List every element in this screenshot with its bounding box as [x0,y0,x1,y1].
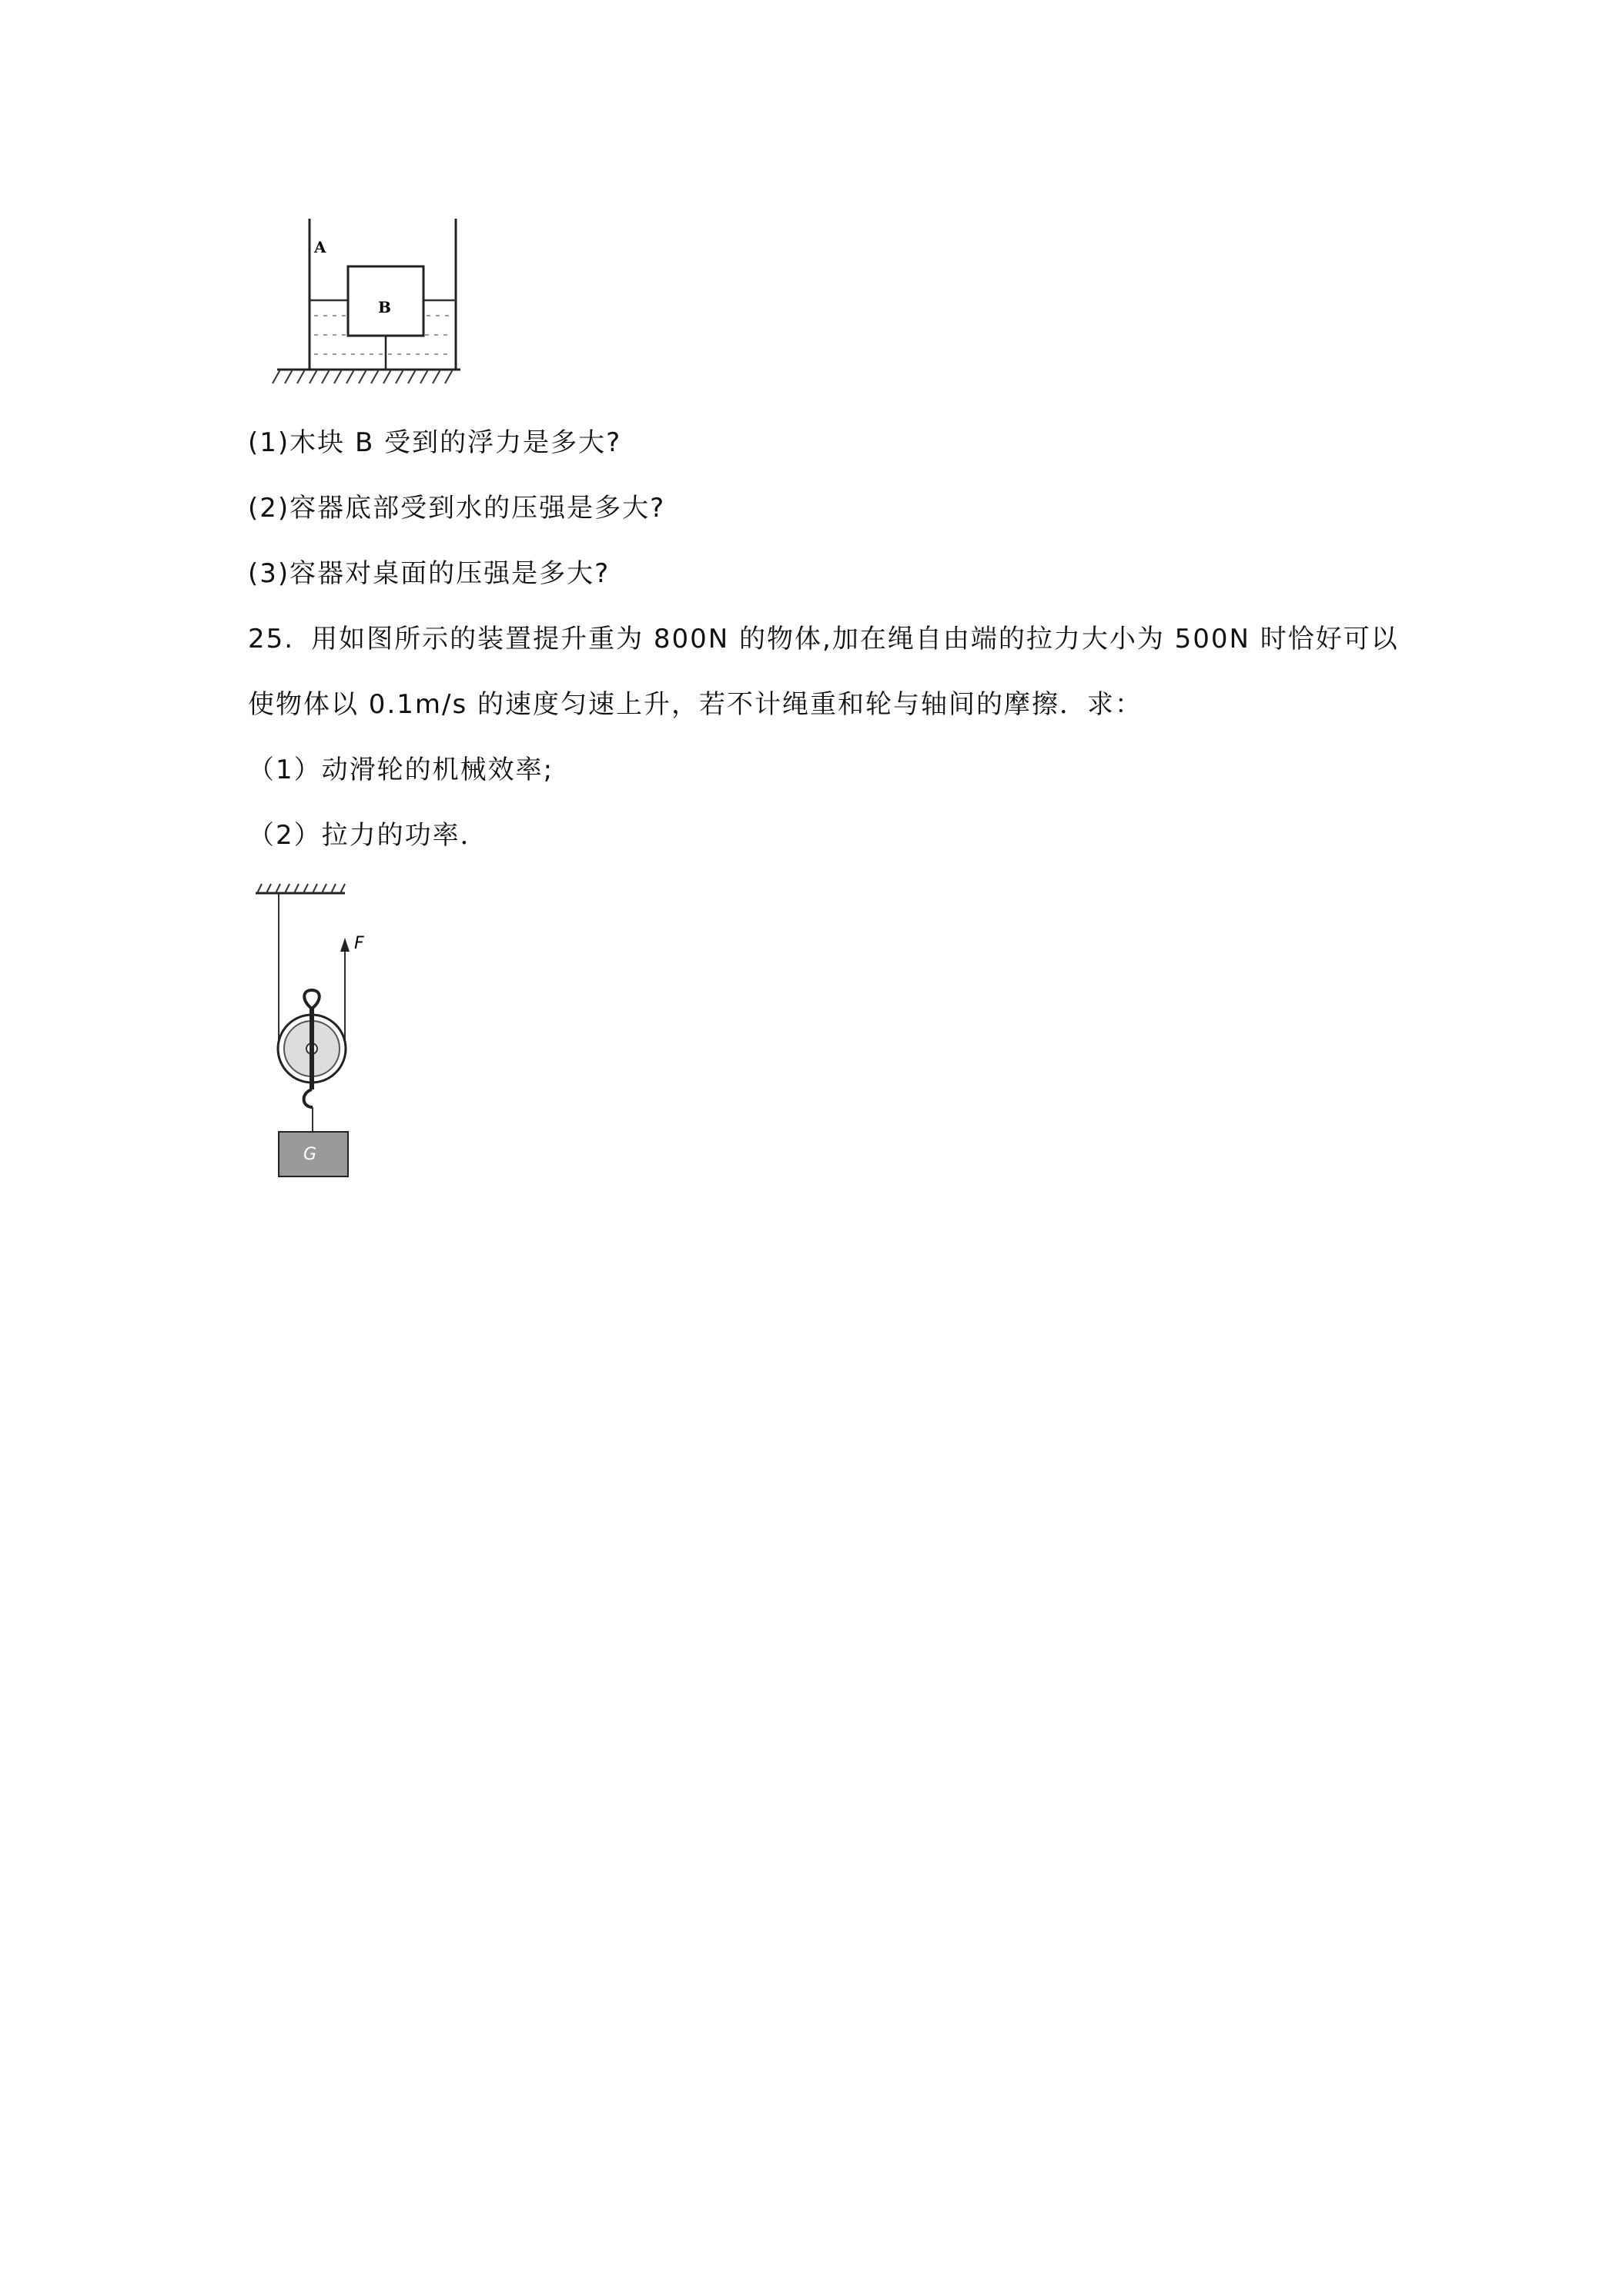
sub-question-1: （1）动滑轮的机械效率; [248,755,554,785]
problem-number: 25. [248,624,295,654]
sub-question-2: （2）拉力的功率． [248,820,488,851]
question-1: (1)木块 B 受到的浮力是多大? [248,427,622,458]
question-3: (3)容器对桌面的压强是多大? [248,558,611,589]
question-2: (2)容器底部受到水的压强是多大? [248,493,666,524]
pulley-figure [246,878,385,1186]
block-label-b: B [378,298,391,316]
problem-25-text-1: 用如图所示的装置提升重为 800N 的物体,加在绳自由端的拉力大小为 500N 时恰好可以 [311,624,1399,654]
weight-label-g: G [303,1145,317,1164]
problem-25-line-1 [248,624,1399,654]
force-label-f: F [354,934,364,953]
problem-25-line-2: 使物体以 0.1m/s 的速度匀速上升，若不计绳重和轮与轴间的摩擦．求： [248,689,1143,720]
container-label-a: A [314,238,326,256]
container-figure [262,208,462,393]
